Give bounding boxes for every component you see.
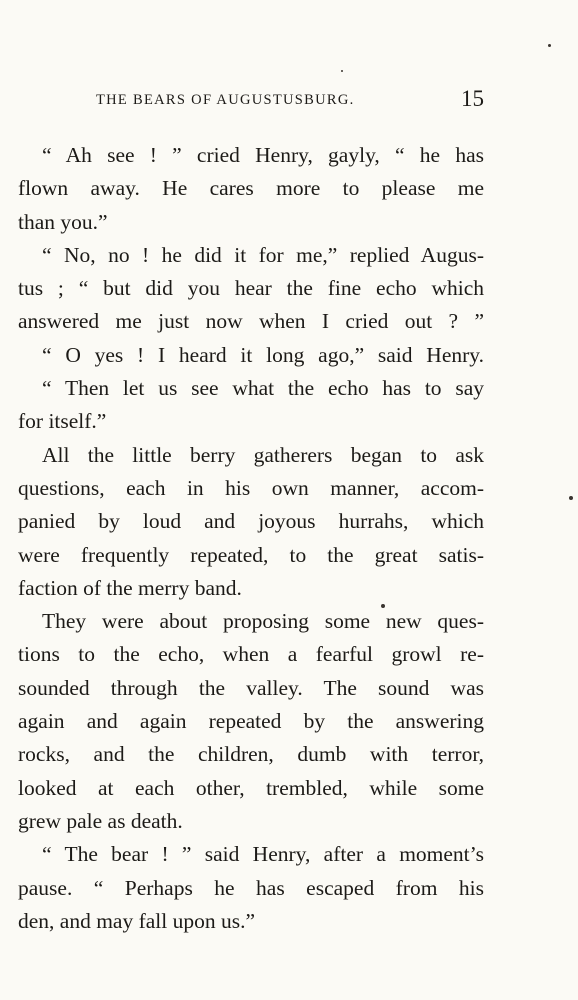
text-line: den, and may fall upon us.” (18, 908, 256, 933)
text-line: “ The bear ! ” said Henry, after a moment’s (42, 842, 484, 867)
text-line: faction of the merry band. (18, 575, 242, 600)
text-line: questions, each in his own manner, accom- (18, 475, 484, 500)
text-line: “ Then let us see what the echo has to say (42, 376, 484, 401)
text-line: tions to the echo, when a fearful growl re- (18, 642, 484, 667)
ink-speck (569, 496, 573, 500)
text-line: looked at each other, trembled, while some (18, 775, 484, 800)
body-text (18, 139, 484, 938)
text-line: They were about proposing some new ques- (42, 609, 484, 634)
text-line: “ O yes ! I heard it long ago,” said Henry. (42, 342, 484, 367)
page-header (18, 86, 484, 116)
text-line: sounded through the valley. The sound was (18, 675, 484, 700)
text-line: All the little berry gatherers began to ask (42, 442, 484, 467)
text-line: panied by loud and joyous hurrahs, which (18, 509, 484, 534)
ink-speck (381, 604, 385, 608)
page-number: 15 (461, 86, 484, 111)
text-line: “ No, no ! he did it for me,” replied Augus- (42, 242, 484, 267)
ink-speck (341, 70, 343, 72)
running-title: THE BEARS OF AUGUSTUSBURG. (96, 92, 355, 108)
text-line: “ Ah see ! ” cried Henry, gayly, “ he has (42, 143, 484, 167)
text-line: grew pale as death. (18, 808, 183, 833)
text-line: for itself.” (18, 409, 107, 434)
text-line: flown away. He cares more to please me (18, 176, 484, 201)
text-line: were frequently repeated, to the great satis- (18, 542, 484, 567)
ink-speck (548, 44, 551, 47)
text-line: answered me just now when I cried out ? ” (18, 309, 484, 334)
text-line: rocks, and the children, dumb with terror, (18, 742, 484, 767)
text-line: again and again repeated by the answering (18, 709, 484, 734)
text-line: than you.” (18, 209, 108, 234)
text-line: pause. “ Perhaps he has escaped from his (18, 875, 484, 900)
text-line: tus ; “ but did you hear the fine echo which (18, 276, 484, 301)
